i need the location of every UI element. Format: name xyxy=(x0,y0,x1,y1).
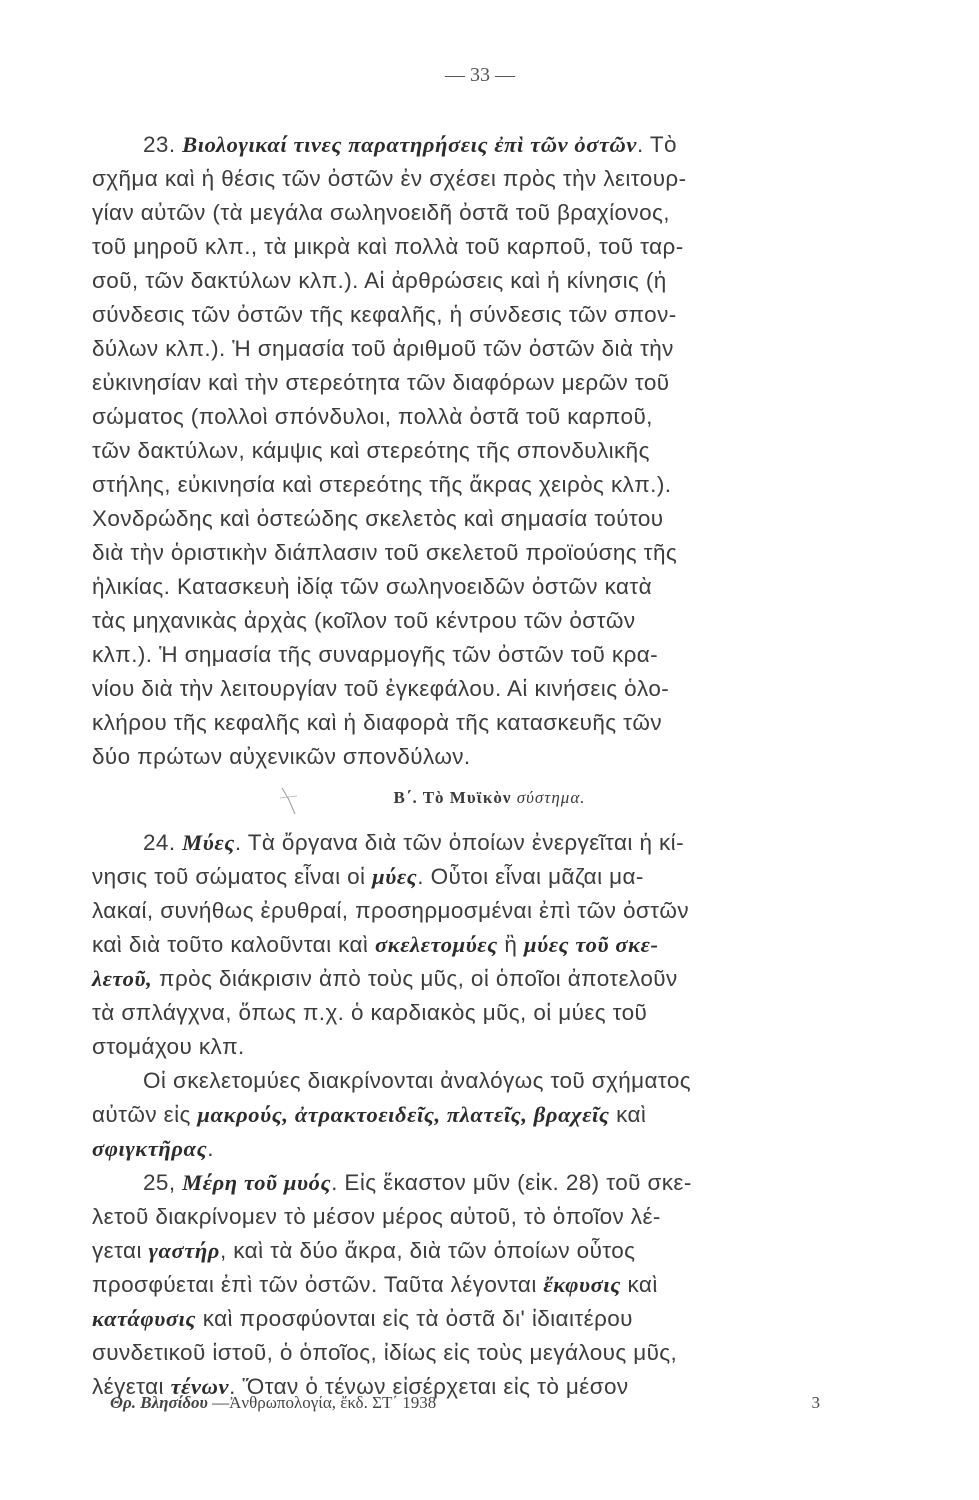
text-span: 24. xyxy=(143,830,183,855)
text-line xyxy=(92,928,862,962)
text-line xyxy=(92,468,862,502)
text-span: σοῦ, τῶν δακτύλων κλπ.). Αἱ ἀρθρώσεις καὶ ἡ κίνησις (ἡ xyxy=(92,268,667,293)
text-line xyxy=(92,196,862,230)
text-line xyxy=(92,1302,862,1336)
text-line xyxy=(92,570,862,604)
emphasis-term: γαστήρ xyxy=(148,1238,220,1263)
text-span: 25, xyxy=(143,1170,183,1195)
text-line xyxy=(92,1132,862,1166)
page-number: — 33 — xyxy=(445,64,515,86)
emphasis-term: μακρούς, ἀτρακτοειδεῖς, πλατεῖς, βραχεῖς xyxy=(197,1102,610,1127)
text-span: προσφύεται ἐπὶ τῶν ὀστῶν. Ταῦτα λέγονται xyxy=(92,1272,544,1297)
signature-mark: 3 xyxy=(811,1393,820,1412)
text-line xyxy=(92,536,862,570)
emphasis-term: κατάφυσις xyxy=(92,1306,197,1331)
text-span: στήλης, εὐκινησία καὶ στερεότης τῆς ἄκρας χειρὸς κλπ.). xyxy=(92,472,672,497)
text-span: πρὸς διάκρισιν ἀπὸ τοὺς μῦς, οἱ ὁποῖοι ἀποτελοῦν xyxy=(152,966,678,991)
text-line xyxy=(92,1336,862,1370)
text-span: εὐκινησίαν καὶ τὴν στερεότητα τῶν διαφόρων μερῶν τοῦ xyxy=(92,370,670,395)
text-span: δύλων κλπ.). Ἡ σημασία τοῦ ἀριθμοῦ τῶν ὀστῶν διὰ τὴν xyxy=(92,336,674,361)
text-span: κλήρου τῆς κεφαλῆς καὶ ἡ διαφορὰ τῆς κατασκευῆς τῶν xyxy=(92,710,663,735)
section-heading xyxy=(0,788,979,808)
emphasis-term: μύες xyxy=(372,864,418,889)
text-line xyxy=(92,434,862,468)
text-line xyxy=(92,1234,862,1268)
emphasis-term: Βιολογικαί τινες παρατηρήσεις ἐπὶ τῶν ὀστῶν xyxy=(182,132,638,157)
text-line xyxy=(92,332,862,366)
text-span: Χονδρώδης καὶ ὀστεώδης σκελετὸς καὶ σημασία τούτου xyxy=(92,506,664,531)
text-span: τῶν δακτύλων, κάμψις καὶ στερεότης τῆς σπονδυλικῆς xyxy=(92,438,650,463)
text-line xyxy=(92,638,862,672)
text-line xyxy=(143,1166,862,1200)
text-span: διὰ τὴν ὁριστικὴν διάπλασιν τοῦ σκελετοῦ προϊούσης τῆς xyxy=(92,540,678,565)
text-span: , καὶ τὰ δύο ἄκρα, διὰ τῶν ὁποίων οὗτος xyxy=(219,1238,636,1263)
text-span: λακαί, συνήθως ἐρυθραί, προσηρμοσμέναι ἐπὶ τῶν ὀστῶν xyxy=(92,898,690,923)
text-span: αὐτῶν εἰς xyxy=(92,1102,198,1127)
text-span: κλπ.). Ἡ σημασία τῆς συναρμογῆς τῶν ὀστῶν τοῦ κρα- xyxy=(92,642,659,667)
text-line xyxy=(92,1200,862,1234)
text-line xyxy=(92,706,862,740)
text-span: . Τὰ ὄργανα διὰ τῶν ὁποίων ἐνεργεῖται ἡ κί- xyxy=(234,830,684,855)
section-label: Β΄. xyxy=(393,788,418,807)
text-span: ἢ xyxy=(497,932,524,957)
text-span: γίαν αὐτῶν (τὰ μεγάλα σωληνοειδῆ ὀστᾶ τοῦ βραχίονος, xyxy=(92,200,670,225)
text-line xyxy=(143,826,862,860)
text-line xyxy=(92,366,862,400)
text-span: τὰ σπλάγχνα, ὅπως π.χ. ὁ καρδιακὸς μῦς, οἱ μύες τοῦ xyxy=(92,1000,648,1025)
emphasis-term: ἔκφυσις xyxy=(543,1272,621,1297)
text-line xyxy=(143,1064,862,1098)
text-span: σώματος (πολλοὶ σπόνδυλοι, πολλὰ ὀστᾶ τοῦ καρποῦ, xyxy=(92,404,653,429)
text-span: ἡλικίας. Κατασκευὴ ἰδίᾳ τῶν σωληνοειδῶν ὀστῶν κατὰ xyxy=(92,574,653,599)
emphasis-term: λετοῦ, xyxy=(92,966,153,991)
text-span: τοῦ μηροῦ κλπ., τὰ μικρὰ καὶ πολλὰ τοῦ καρποῦ, τοῦ ταρ- xyxy=(92,234,684,259)
text-line xyxy=(92,400,862,434)
text-span: . Τὸ xyxy=(637,132,677,157)
footer xyxy=(110,1393,820,1413)
text-span: στομάχου κλπ. xyxy=(92,1034,245,1059)
text-line xyxy=(92,894,862,928)
emphasis-term: τένων xyxy=(170,1374,230,1399)
text-span: σύνδεσις τῶν ὀστῶν τῆς κεφαλῆς, ἡ σύνδεσις τῶν σπον- xyxy=(92,302,677,327)
text-span: . Οὗτοι εἶναι μᾶζαι μα- xyxy=(417,864,644,889)
emphasis-term: σφιγκτῆρας xyxy=(92,1136,208,1161)
text-span: λετοῦ διακρίνομεν τὸ μέσον μέρος αὐτοῦ, τὸ ὁποῖον λέ- xyxy=(92,1204,661,1229)
text-line xyxy=(92,672,862,706)
text-line xyxy=(143,128,862,162)
text-span: 23. xyxy=(143,132,183,157)
text-span: νησις τοῦ σώματος εἶναι οἱ xyxy=(92,864,373,889)
text-line xyxy=(92,502,862,536)
text-span: δύο πρώτων αὐχενικῶν σπονδύλων. xyxy=(92,744,471,769)
text-span: σχῆμα καὶ ἡ θέσις τῶν ὀστῶν ἐν σχέσει πρὸς τὴν λειτουρ- xyxy=(92,166,687,191)
text-line xyxy=(92,740,862,774)
text-line xyxy=(92,162,862,196)
text-line xyxy=(92,604,862,638)
text-span: . Ὅταν ὁ τένων εἰσέρχεται εἰς τὸ μέσον xyxy=(229,1374,629,1399)
emphasis-term: σκελετομύες xyxy=(374,932,498,957)
text-span: καὶ xyxy=(609,1102,647,1127)
text-line xyxy=(92,264,862,298)
text-span: γεται xyxy=(92,1238,149,1263)
text-span: καὶ διὰ τοῦτο καλοῦνται καὶ xyxy=(92,932,375,957)
text-span: . Εἰς ἕκαστον μῦν (εἰκ. 28) τοῦ σκε- xyxy=(331,1170,692,1195)
emphasis-term: Μέρη τοῦ μυός xyxy=(182,1170,332,1195)
section-title: Τὸ Μυϊκὸν xyxy=(422,788,512,807)
text-span: . xyxy=(207,1136,214,1161)
text-line xyxy=(92,996,862,1030)
footer-text: —Ἀνθρωπολογία, ἔκδ. ΣΤ΄ 1938 xyxy=(207,1393,437,1412)
text-line xyxy=(92,1098,862,1132)
text-line xyxy=(92,860,862,894)
text-line xyxy=(92,962,862,996)
text-span: νίου διὰ τὴν λειτουργίαν τοῦ ἐγκεφάλου. Αἱ κινήσεις ὁλο- xyxy=(92,676,670,701)
text-span: καὶ προσφύονται εἰς τὰ ὀστᾶ δι' ἰδιαιτέρου xyxy=(196,1306,633,1331)
section-title-italic: σύστημα. xyxy=(516,788,586,807)
text-span: Οἱ σκελετομύες διακρίνονται ἀναλόγως τοῦ σχήματος xyxy=(143,1068,692,1093)
text-line xyxy=(92,298,862,332)
emphasis-term: μύες τοῦ σκε- xyxy=(524,932,659,957)
text-line xyxy=(92,230,862,264)
emphasis-term: Μύες xyxy=(182,830,235,855)
text-span: τὰς μηχανικὰς ἀρχὰς (κοῖλον τοῦ κέντρου τῶν ὀστῶν xyxy=(92,608,636,633)
footer-author: Θρ. Βλησίδου xyxy=(110,1393,208,1412)
text-line xyxy=(92,1030,862,1064)
text-span: καὶ xyxy=(620,1272,658,1297)
text-span: λέγεται xyxy=(92,1374,171,1399)
text-line xyxy=(92,1268,862,1302)
text-span: συνδετικοῦ ἱστοῦ, ὁ ὁποῖος, ἰδίως εἰς τοὺς μεγάλους μῦς, xyxy=(92,1340,678,1365)
